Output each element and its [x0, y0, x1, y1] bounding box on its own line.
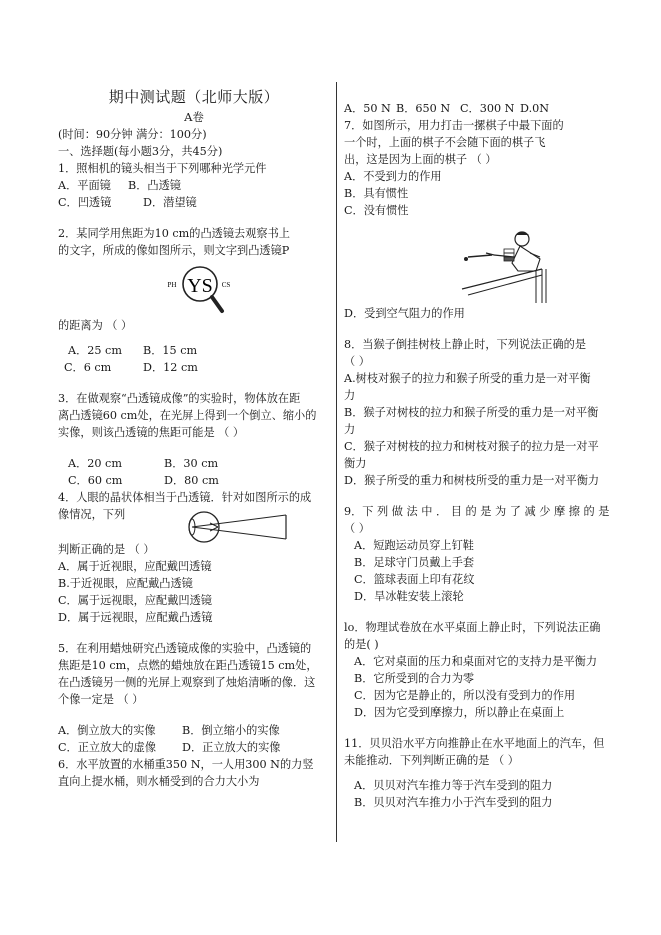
left-column — [58, 80, 330, 790]
question-1 — [58, 160, 330, 211]
option: A.树枝对猴子的拉力和猴子所受的重力是一对平衡 — [344, 372, 591, 385]
option: D.0N — [520, 102, 550, 115]
question-stem: 出，这是因为上面的棋子 （ ） — [344, 153, 497, 166]
magnifier-icon — [58, 259, 330, 317]
exam-meta: (时间：90分钟 满分：100分) — [58, 128, 207, 141]
options-row — [58, 472, 330, 489]
small-text-right: CS — [221, 281, 231, 289]
options-row — [58, 739, 330, 756]
option: C．凹透镜 — [58, 196, 112, 209]
question-stem-tail: 的距离为 （ ） — [58, 319, 133, 332]
question-stem: 3．在做观察“凸透镜成像”的实验时，物体放在距 — [58, 392, 301, 405]
option: A．倒立放大的实像 — [58, 724, 156, 737]
question-2 — [58, 225, 330, 376]
question-stem: 实像，则该凸透镜的焦距可能是 （ ） — [58, 426, 245, 439]
option: A．25 cm — [68, 344, 122, 357]
exam-title: 期中测试题（北师大版） — [108, 88, 280, 106]
option: C．60 cm — [68, 474, 123, 487]
option: 力 — [344, 423, 356, 436]
exam-volume: A卷 — [184, 110, 204, 124]
question-stem: 2．某同学用焦距为10 cm的凸透镜去观察书上 — [58, 227, 290, 240]
option: B．贝贝对汽车推力小于汽车受到的阻力 — [354, 796, 553, 809]
option: B．凸透镜 — [128, 179, 181, 192]
option: C．6 cm — [64, 361, 112, 374]
question-stem: 5．在利用蜡烛研究凸透镜成像的实验中，凸透镜的 — [58, 642, 312, 655]
options-row — [58, 722, 330, 739]
question-stem: 7．如图所示，用力打击一摞棋子中最下面的 — [344, 119, 564, 132]
question-9 — [344, 503, 614, 605]
options-row — [58, 359, 330, 376]
option: B．650 N — [396, 102, 451, 115]
question-8 — [344, 336, 614, 489]
option: A．20 cm — [68, 457, 122, 470]
question-stem-tail: 判断正确的是 （ ） — [58, 543, 155, 556]
question-stem: 未能推动．下列判断正确的是 （ ） — [344, 754, 519, 767]
option: C．因为它是静止的，所以没有受到力的作用 — [354, 689, 576, 702]
small-text-left: PH — [167, 281, 177, 289]
question-stem: 个像一定是 （ ） — [58, 693, 144, 706]
options-row — [58, 455, 330, 472]
question-stem: 离凸透镜60 cm处，在光屏上得到一个倒立、缩小的 — [58, 409, 317, 422]
chess-pieces-figure — [344, 219, 614, 305]
eye-diagram-icon — [58, 511, 330, 545]
question-stem: 6．水平放置的水桶重350 N，一人用300 N的力竖 — [58, 758, 314, 771]
question-4 — [58, 489, 330, 626]
eye-figure — [58, 511, 330, 541]
question-11 — [344, 735, 614, 811]
question-stem: 直向上提水桶，则水桶受到的合力大小为 — [58, 775, 260, 788]
option: D．潜望镜 — [143, 196, 197, 209]
section-heading: 一、选择题(每小题3分，共45分) — [58, 145, 223, 158]
option: C．没有惯性 — [344, 204, 409, 217]
option: A．贝贝对汽车推力等于汽车受到的阻力 — [354, 779, 553, 792]
man-hitting-checkers-icon — [344, 219, 614, 305]
option: C．属于远视眼，应配戴凹透镜 — [58, 594, 212, 607]
question-stem: 的是( ) — [344, 638, 379, 651]
question-stem: 11．贝贝沿水平方向推静止在水平地面上的汽车，但 — [344, 737, 605, 750]
column-divider — [336, 82, 337, 842]
option: A．平面镜 — [58, 179, 111, 192]
option: D．因为它受到摩擦力，所以静止在桌面上 — [354, 706, 565, 719]
option: D．旱冰鞋安装上滚轮 — [354, 590, 464, 603]
option: D．猴子所受的重力和树枝所受的重力是一对平衡力 — [344, 474, 600, 487]
option: B.于近视眼，应配戴凸透镜 — [58, 577, 193, 590]
question-stem: lo．物理试卷放在水平桌面上静止时，下列说法正确 — [344, 621, 601, 634]
option: D．属于远视眼，应配戴凸透镜 — [58, 611, 213, 624]
options-row — [58, 177, 330, 194]
question-stem: 1．照相机的镜头相当于下列哪种光学元件 — [58, 162, 267, 175]
option: A．50 N — [344, 102, 391, 115]
option: B．15 cm — [143, 344, 198, 357]
option: D．12 cm — [143, 361, 198, 374]
options-row — [58, 342, 330, 359]
magnifier-figure — [58, 259, 330, 317]
question-stem: 像情况，下列 — [58, 508, 126, 521]
option: A．属于近视眼，应配戴凹透镜 — [58, 560, 212, 573]
magnified-text: YS — [187, 275, 213, 297]
question-3 — [58, 390, 330, 489]
question-stem: （ ） — [344, 355, 370, 368]
question-stem: 4．人眼的晶状体相当于凸透镜．针对如图所示的成 — [58, 491, 312, 504]
option: C．篮球表面上印有花纹 — [354, 573, 475, 586]
option: C．猴子对树枝的拉力和树枝对猴子的拉力是一对平 — [344, 440, 599, 453]
option: A．不受到力的作用 — [344, 170, 442, 183]
question-10 — [344, 619, 614, 721]
option: D．80 cm — [164, 474, 219, 487]
option: 衡力 — [344, 457, 367, 470]
question-7 — [344, 117, 614, 322]
option: C．300 N — [460, 102, 515, 115]
right-column — [344, 80, 614, 811]
question-6 — [58, 756, 330, 790]
question-stem: 焦距是10 cm，点燃的蜡烛放在距凸透镜15 cm处， — [58, 659, 318, 672]
question-5 — [58, 640, 330, 756]
options-row — [58, 194, 330, 211]
option: C．正立放大的虚像 — [58, 741, 157, 754]
question-stem: 在凸透镜另一侧的光屏上观察到了烛焰清晰的像．这 — [58, 676, 316, 689]
option: D．正立放大的实像 — [182, 741, 281, 754]
option: 力 — [344, 389, 356, 402]
option: A．短跑运动员穿上钉鞋 — [354, 539, 474, 552]
question-stem: 的文字，所成的像如图所示，则文字到凸透镜P — [58, 244, 290, 257]
option: D．受到空气阻力的作用 — [344, 307, 465, 320]
question-stem: 9．下 列 做 法 中 ． 目 的 是 为 了 减 少 摩 擦 的 是 — [344, 505, 610, 518]
question-stem: 一个时，上面的棋子不会随下面的棋子飞 — [344, 136, 546, 149]
option: B．倒立缩小的实像 — [182, 724, 280, 737]
option: B．足球守门员戴上手套 — [354, 556, 475, 569]
option: B．猴子对树枝的拉力和猴子所受的重力是一对平衡 — [344, 406, 599, 419]
option: B．它所受到的合力为零 — [354, 672, 475, 685]
option: B．30 cm — [164, 457, 219, 470]
option: A．它对桌面的压力和桌面对它的支持力是平衡力 — [354, 655, 598, 668]
question-stem: 8．当猴子倒挂树枝上静止时，下列说法正确的是 — [344, 338, 587, 351]
question-stem: （ ） — [344, 522, 370, 535]
question-6-options — [344, 100, 614, 117]
option: B．具有惯性 — [344, 187, 409, 200]
